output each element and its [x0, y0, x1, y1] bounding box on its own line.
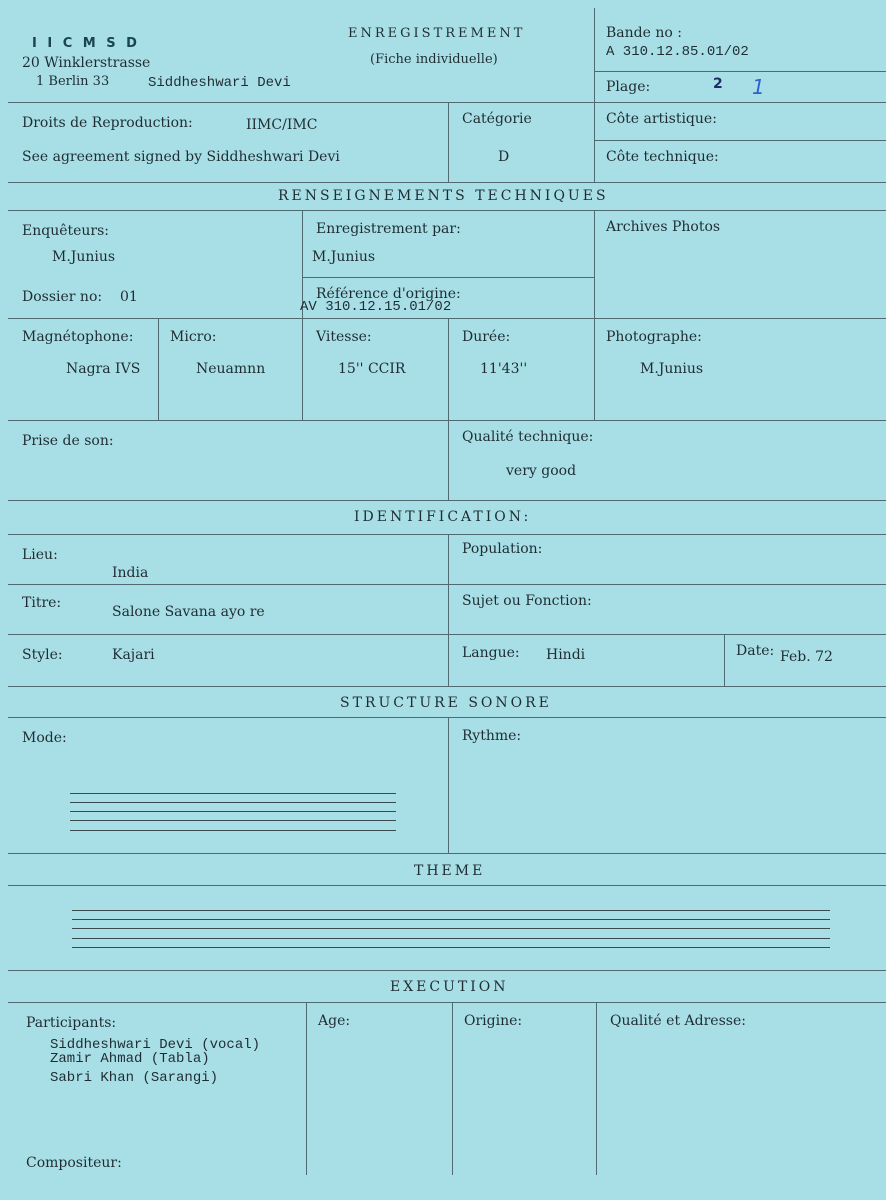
enregistrement-par-label: Enregistrement par: [316, 221, 461, 237]
address-handwritten: Siddheshwari Devi [148, 75, 291, 91]
langue-label: Langue: [462, 645, 520, 661]
duree-value: 11'43'' [480, 361, 528, 377]
age-label: Age: [318, 1013, 351, 1029]
prise-de-son-label: Prise de son: [22, 433, 114, 449]
duree-label: Durée: [462, 329, 511, 345]
bande-value: A 310.12.85.01/02 [606, 44, 749, 60]
bande-label: Bande no : [606, 25, 682, 41]
dossier-value: 01 [120, 289, 138, 305]
langue-value: Hindi [546, 647, 586, 663]
reference-label: Référence d'origine: [316, 286, 461, 302]
qualite-technique-value: very good [506, 463, 577, 479]
rights-holder: IIMC/IMC [246, 117, 318, 133]
form-subtitle: (Fiche individuelle) [370, 52, 498, 67]
form-title: ENREGISTREMENT [348, 26, 526, 41]
photographe-value: M.Junius [640, 361, 704, 377]
section-identification: IDENTIFICATION: [354, 509, 532, 525]
mode-label: Mode: [22, 730, 67, 746]
titre-label: Titre: [22, 595, 62, 611]
archives-photos-label: Archives Photos [606, 219, 721, 235]
categorie-label: Catégorie [462, 111, 532, 127]
titre-value: Salone Savana ayo re [112, 604, 265, 620]
reference-value: AV 310.12.15.01/02 [300, 299, 452, 315]
plage-value: 2 [713, 76, 723, 92]
magnetophone-value: Nagra IVS [66, 361, 141, 377]
categorie-value: D [498, 149, 510, 165]
date-value: Feb. 72 [780, 649, 833, 665]
photographe-label: Photographe: [606, 329, 702, 345]
rights-note: See agreement signed by Siddheshwari Devi [22, 149, 340, 165]
origine-label: Origine: [464, 1013, 523, 1029]
participant-1: Siddheshwari Devi (vocal) [50, 1037, 261, 1053]
qualite-technique-label: Qualité technique: [462, 429, 594, 445]
participant-2: Zamir Ahmad (Tabla) [50, 1051, 210, 1067]
lieu-value: India [112, 565, 149, 581]
participants-label: Participants: [26, 1015, 117, 1031]
section-theme: THEME [414, 863, 486, 879]
enqueteurs-label: Enquêteurs: [22, 223, 110, 239]
plage-label: Plage: [606, 79, 651, 95]
lieu-label: Lieu: [22, 547, 58, 563]
address-line1: 20 Winklerstrasse [22, 55, 151, 71]
date-label: Date: [736, 643, 775, 659]
micro-label: Micro: [170, 329, 217, 345]
section-execution: EXECUTION [390, 979, 509, 995]
plage-handwritten: 1 [752, 75, 765, 99]
qualite-adresse-label: Qualité et Adresse: [610, 1013, 746, 1029]
org-name: I I C M S D [32, 36, 140, 51]
dossier-label: Dossier no: [22, 289, 103, 305]
enregistrement-par-value: M.Junius [312, 249, 376, 265]
population-label: Population: [462, 541, 543, 557]
cote-technique-label: Côte technique: [606, 149, 719, 165]
rythme-label: Rythme: [462, 728, 522, 744]
section-renseignements: RENSEIGNEMENTS TECHNIQUES [278, 188, 609, 204]
magnetophone-label: Magnétophone: [22, 329, 134, 345]
address-line2: 1 Berlin 33 [36, 74, 110, 89]
style-label: Style: [22, 647, 63, 663]
enqueteurs-value: M.Junius [52, 249, 116, 265]
vitesse-label: Vitesse: [316, 329, 372, 345]
compositeur-label: Compositeur: [26, 1155, 122, 1171]
section-structure: STRUCTURE SONORE [340, 695, 552, 711]
micro-value: Neuamnn [196, 361, 266, 377]
participant-3: Sabri Khan (Sarangi) [50, 1070, 219, 1086]
rights-label: Droits de Reproduction: [22, 115, 193, 131]
cote-artistique-label: Côte artistique: [606, 111, 717, 127]
sujet-label: Sujet ou Fonction: [462, 593, 592, 609]
vitesse-value: 15'' CCIR [338, 361, 406, 377]
style-value: Kajari [112, 647, 155, 663]
